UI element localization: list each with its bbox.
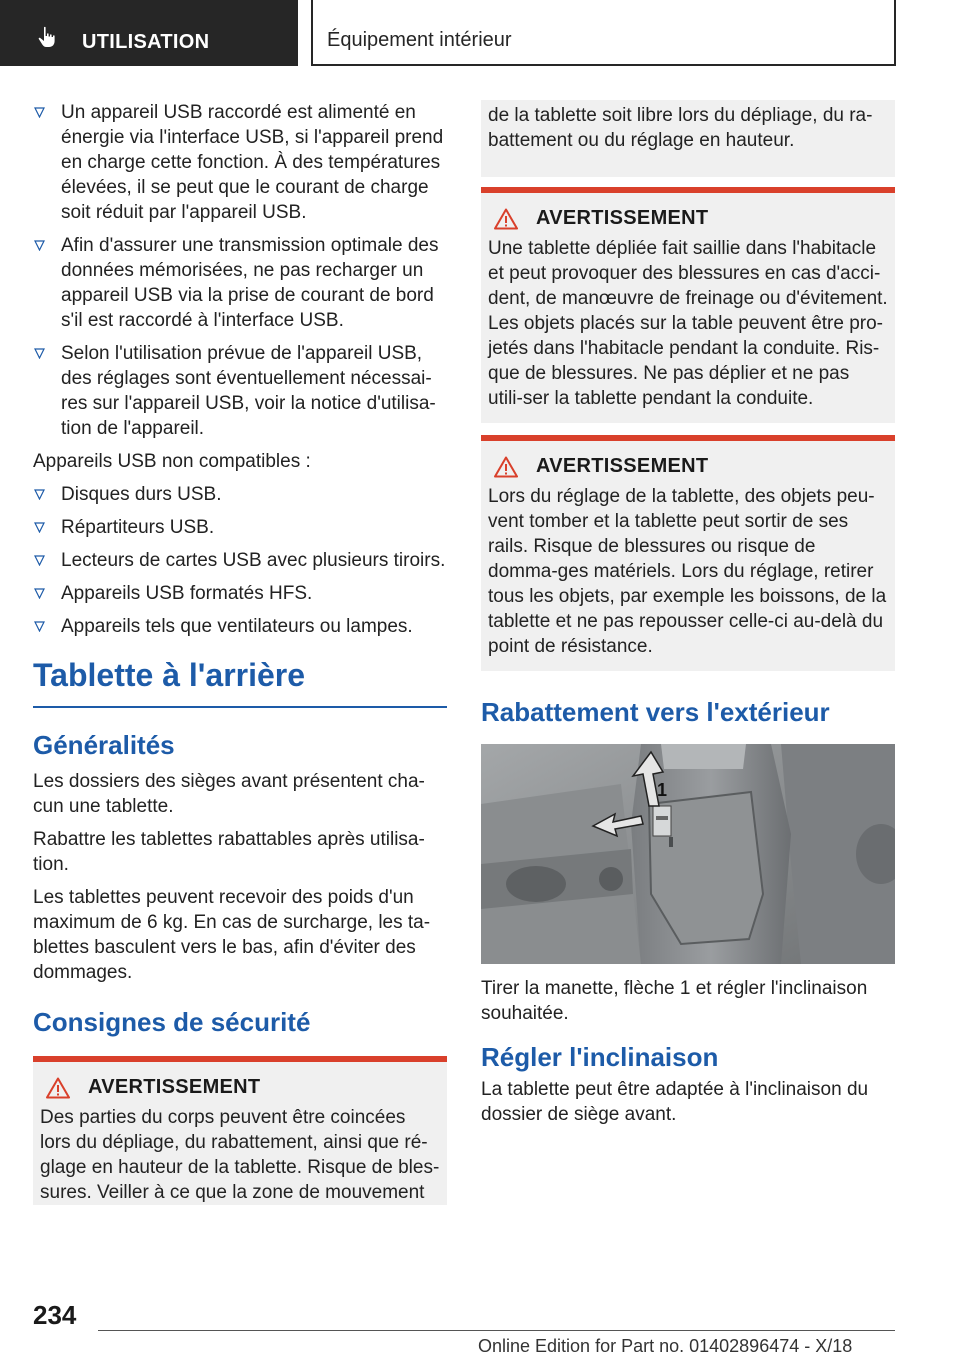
triangle-bullet-icon xyxy=(34,621,45,632)
triangle-bullet-icon xyxy=(34,522,45,533)
warning-title: AVERTISSEMENT xyxy=(88,1076,261,1098)
list-item: Selon l'utilisation prévue de l'appareil USB, des réglages sont éventuellement nécessai-res sur l'appareil USB, voir la notice d'utilisa-tion de l'appareil. xyxy=(33,341,447,441)
chapter-tab xyxy=(311,0,896,66)
heading-adjust-tilt: Régler l'inclinaison xyxy=(481,1042,719,1072)
list-item: Lecteurs de cartes USB avec plusieurs tiroirs. xyxy=(33,548,447,573)
list-item: Appareils USB formatés HFS. xyxy=(33,581,447,606)
general-paragraph: Les tablettes peuvent recevoir des poids d'un maximum de 6 kg. En cas de surcharge, les ta-blettes basculent vers le bas, afin d'éviter des dommages. xyxy=(33,887,431,983)
list-item: Afin d'assurer une transmission optimale des données mémorisées, ne pas recharger un appareil USB via la prise de courant de bord s'il est raccordé à l'interface USB. xyxy=(33,233,447,333)
warning-body: Des parties du corps peuvent être coincées lors du dépliage, du rabattement, ainsi que ré-glage en hauteur de la tablette. Risque de bles-sures. Veiller à ce que la zone de mouvement xyxy=(40,1107,440,1203)
warning-body: Une tablette dépliée fait saillie dans l'habitacle et peut provoquer des blessures en cas d'acci-dent, de manœuvre de freinage ou d'évitement. Les objets placés sur la table peuvent être pro-jetés dans l'habitacle pendant la conduite. Ris-que de blessures. Ne pas déplier et ne pas utili-ser la tablette pendant la conduite. xyxy=(488,238,888,409)
triangle-bullet-icon xyxy=(34,555,45,566)
heading-safety: Consignes de sécurité xyxy=(33,1007,311,1037)
right-column xyxy=(481,100,895,1135)
list-item: Appareils tels que ventilateurs ou lampes. xyxy=(33,614,447,639)
usb-notes-list xyxy=(33,100,447,441)
section-title: UTILISATION xyxy=(82,31,210,53)
triangle-bullet-icon xyxy=(34,588,45,599)
list-item: Répartiteurs USB. xyxy=(33,515,447,540)
triangle-bullet-icon xyxy=(34,489,45,500)
page-header xyxy=(0,0,960,66)
list-item: Disques durs USB. xyxy=(33,482,447,507)
footer-rule xyxy=(98,1330,895,1331)
general-paragraph: Les dossiers des sièges avant présentent cha-cun une tablette. xyxy=(33,771,425,817)
hand-pointer-icon xyxy=(36,26,58,48)
fold-out-text: Tirer la manette, flèche 1 et régler l'inclinaison souhaitée. xyxy=(481,978,868,1024)
incompatible-devices-list xyxy=(33,482,447,639)
figure-callout-number: 1 xyxy=(657,780,668,800)
left-column xyxy=(33,100,447,1205)
warning-box xyxy=(33,1056,447,1205)
heading-general: Généralités xyxy=(33,730,175,760)
warning-body: de la tablette soit libre lors du dépliage, du ra-battement ou du réglage en hauteur. xyxy=(488,105,873,151)
seat-tray-figure xyxy=(481,744,895,964)
section-heading-rear-tray: Tablette à l'arrière xyxy=(33,657,447,708)
chapter-title: Équipement intérieur xyxy=(327,29,512,51)
warning-triangle-icon xyxy=(494,208,518,230)
triangle-bullet-icon xyxy=(34,240,45,251)
warning-body: Lors du réglage de la tablette, des objets peu-vent tomber et la tablette peut sortir de ses rails. Risque de blessures ou risque de domma-ges matériels. Lors du réglage, retirer tous les objets, par exemple les boissons, de la tablette et ne pas repousser celle-ci au-delà du point de résistance. xyxy=(488,486,887,657)
heading-fold-out: Rabattement vers l'extérieur xyxy=(481,697,830,727)
tilt-text: La tablette peut être adaptée à l'inclinaison du dossier de siège avant. xyxy=(481,1079,869,1125)
warning-title: AVERTISSEMENT xyxy=(536,455,709,477)
edition-text: Online Edition for Part no. 01402896474 - X/18 xyxy=(478,1336,853,1356)
page-number: 234 xyxy=(33,1300,77,1330)
list-item: Un appareil USB raccordé est alimenté en énergie via l'interface USB, si l'appareil prend en charge cette fonction. À des températures élevées, il se peut que le courant de charge soit réduit par l'appareil USB. xyxy=(33,100,447,225)
warning-box-continued xyxy=(481,100,895,177)
seat-tray-illustration xyxy=(481,744,895,964)
triangle-bullet-icon xyxy=(34,107,45,118)
warning-box xyxy=(481,435,895,671)
triangle-bullet-icon xyxy=(34,348,45,359)
warning-triangle-icon xyxy=(494,456,518,478)
warning-box xyxy=(481,187,895,423)
general-paragraph: Rabattre les tablettes rabattables après utilisa-tion. xyxy=(33,829,425,875)
section-tab xyxy=(0,0,298,66)
warning-triangle-icon xyxy=(46,1077,70,1099)
incompatible-intro: Appareils USB non compatibles : xyxy=(33,451,311,472)
warning-title: AVERTISSEMENT xyxy=(536,207,709,229)
